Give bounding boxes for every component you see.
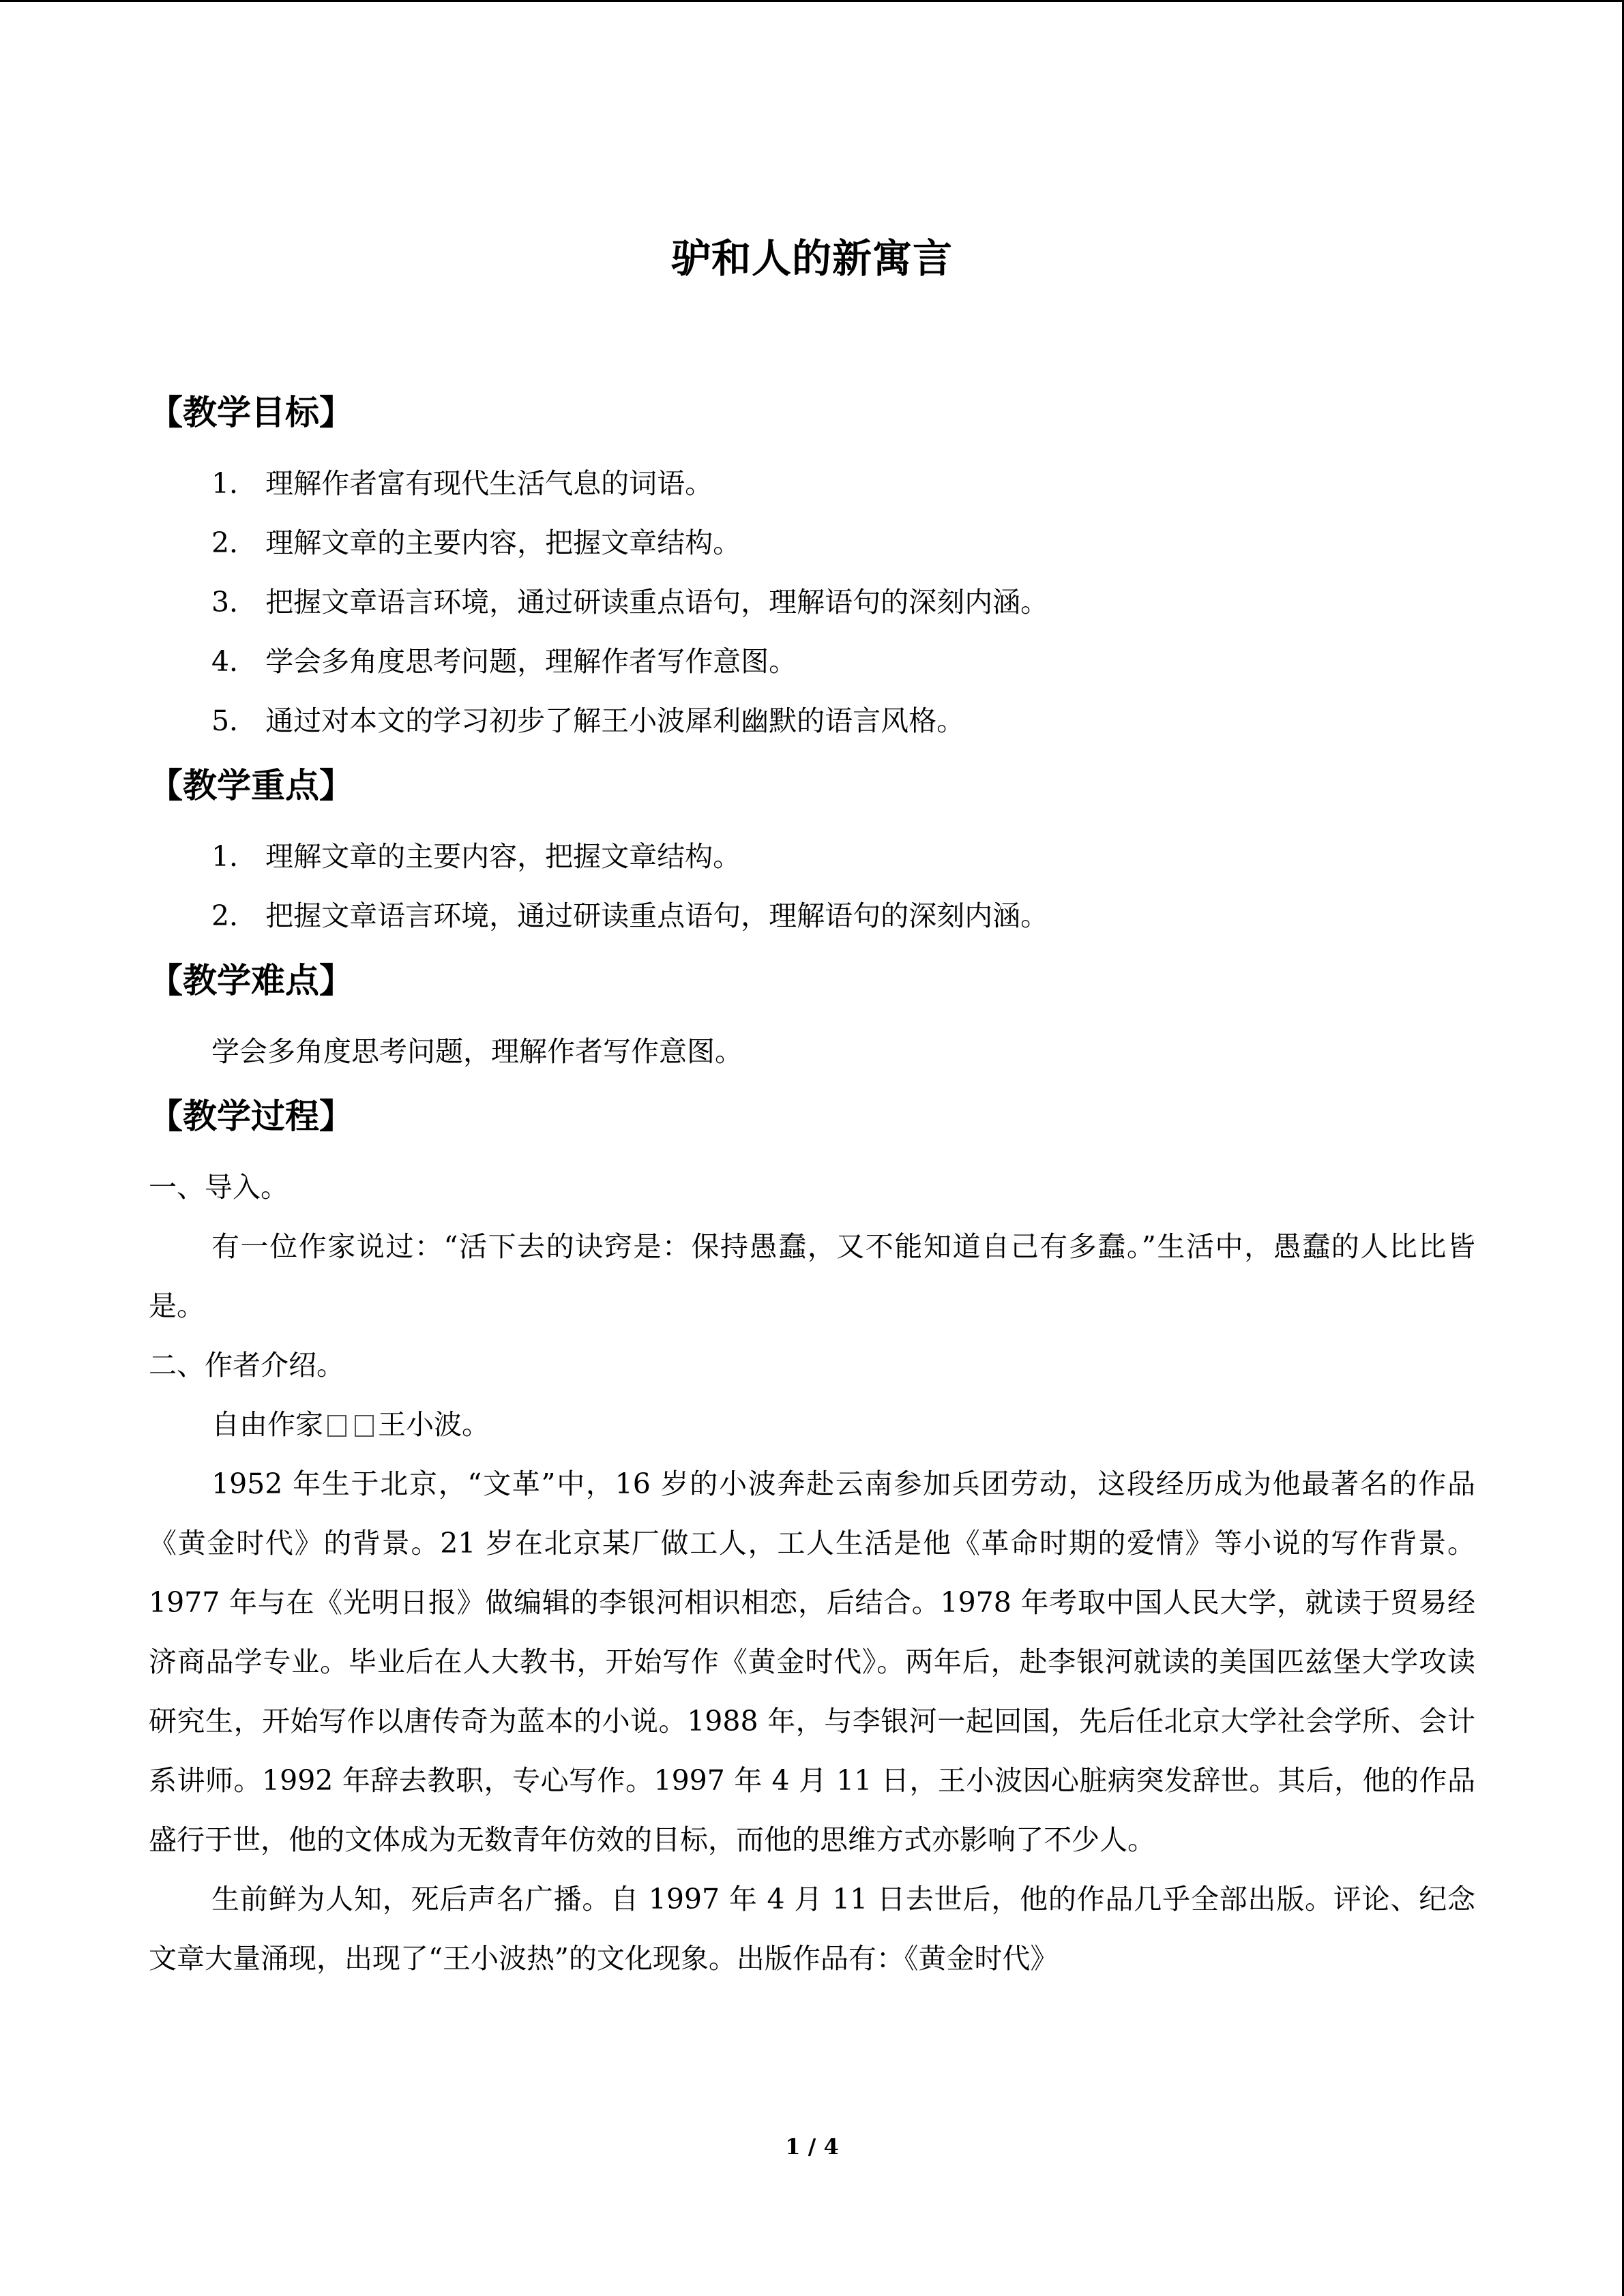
author-intro-suffix: 王小波。 — [378, 1408, 490, 1441]
objectives-list — [149, 454, 1475, 751]
list-number: 2． — [211, 526, 258, 559]
process-body — [149, 1158, 1475, 1988]
list-text: 理解文章的主要内容，把握文章结构。 — [265, 840, 741, 873]
list-number: 4． — [211, 645, 258, 678]
missing-glyph-box — [355, 1415, 374, 1437]
list-text: 把握文章语言环境，通过研读重点语句，理解语句的深刻内涵。 — [265, 899, 1049, 932]
difficulties-text: 学会多角度思考问题，理解作者写作意图。 — [211, 1035, 743, 1068]
missing-glyph-box — [327, 1415, 346, 1437]
list-number: 1． — [211, 840, 258, 873]
list-number: 3． — [211, 586, 258, 618]
objective-item-1 — [149, 454, 1475, 513]
step-1-paragraph: 有一位作家说过：“活下去的诀窍是：保持愚蠢，又不能知道自己有多蠢。”生活中，愚蠢的人比比皆是。 — [149, 1230, 1475, 1322]
process-heading: 【教学过程】 — [149, 1097, 353, 1136]
page-number: 1 / 4 — [785, 2134, 839, 2160]
list-number: 2． — [211, 899, 258, 932]
difficulties-heading: 【教学难点】 — [149, 961, 353, 1000]
document-title: 驴和人的新寓言 — [670, 235, 953, 282]
fame-paragraph: 生前鲜为人知，死后声名广播。自 1997 年 4 月 11 日去世后，他的作品几乎全部出版。评论、纪念文章大量涌现，出现了“王小波热”的文化现象。出版作品有：《黄金时代》 — [149, 1883, 1475, 1975]
key-point-item-2 — [149, 886, 1475, 946]
list-text: 理解文章的主要内容，把握文章结构。 — [265, 526, 741, 559]
list-number: 1． — [211, 467, 258, 500]
list-number: 5． — [211, 704, 258, 737]
list-text: 学会多角度思考问题，理解作者写作意图。 — [265, 645, 797, 678]
key-point-item-1 — [149, 827, 1475, 886]
objective-item-3 — [149, 573, 1475, 632]
key-points-heading: 【教学重点】 — [149, 766, 353, 805]
page-border-top — [0, 0, 1624, 2]
document-body — [149, 382, 1475, 1993]
list-text: 理解作者富有现代生活气息的词语。 — [265, 467, 713, 500]
objective-item-5 — [149, 691, 1475, 751]
author-intro — [149, 1395, 1475, 1455]
key-points-list — [149, 827, 1475, 946]
objectives-heading: 【教学目标】 — [149, 393, 353, 432]
biography-paragraph: 1952 年生于北京，“文革”中，16 岁的小波奔赴云南参加兵团劳动，这段经历成为他最著名的作品《黄金时代》的背景。21 岁在北京某厂做工人，工人生活是他《革命时期的爱情》等小说的写作背景。1977 年与在《光明日报》做编辑的李银河相识相恋，后结合。1978 年考取中国人民大学，就读于贸易经济商品学专业。毕业后在人大教书，开始写作《黄金时代》。两年后，赴李银河就读的美国匹兹堡大学攻读研究生，开始写作以唐传奇为蓝本的小说。1988 年，与李银河一起回国，先后任北京大学社会学所、会计系讲师。1992 年辞去教职，专心写作。1997 年 4 月 11 日，王小波因心脏病突发辞世。其后，他的作品盛行于世，他的文体成为无数青年仿效的目标，而他的思维方式亦影响了不少人。 — [149, 1467, 1475, 1856]
objective-item-2 — [149, 513, 1475, 573]
list-text: 把握文章语言环境，通过研读重点语句，理解语句的深刻内涵。 — [265, 586, 1049, 618]
list-text: 通过对本文的学习初步了解王小波犀利幽默的语言风格。 — [265, 704, 965, 737]
step-1-title: 一、导入。 — [149, 1171, 289, 1204]
step-2-title: 二、作者介绍。 — [149, 1349, 344, 1382]
objective-item-4 — [149, 632, 1475, 691]
author-intro-prefix: 自由作家 — [211, 1408, 323, 1441]
